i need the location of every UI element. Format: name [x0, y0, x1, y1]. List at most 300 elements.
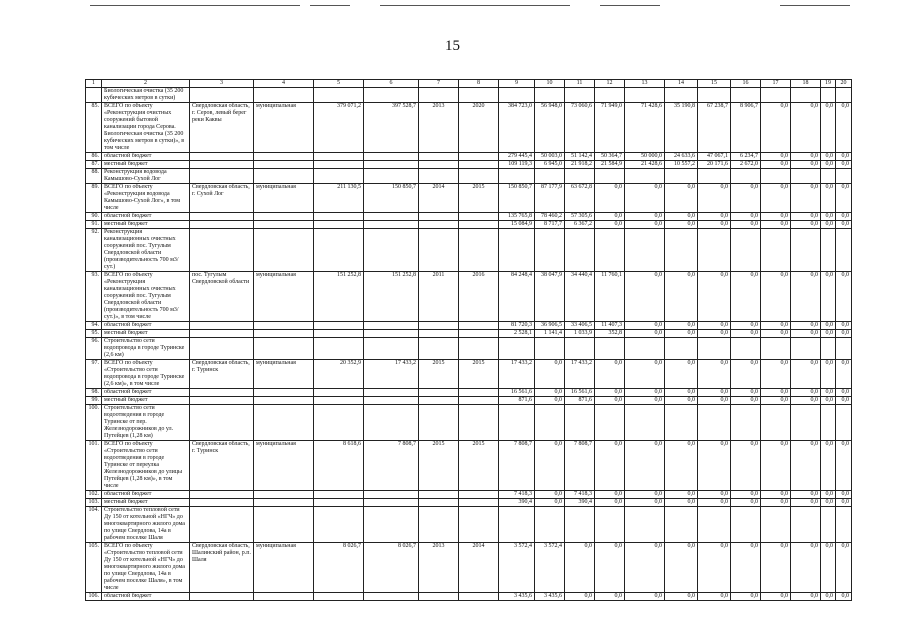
table-cell-col-2: Строительство сети водоотведения в городе Туринске от пер. Железнодорожников до ул. Путейцев (1,28 км): [102, 405, 190, 441]
table-cell-col-16: [731, 338, 761, 360]
table-cell-col-15: 0,0: [698, 543, 731, 593]
table-cell-col-5: [314, 330, 364, 338]
table-cell-col-16: 0,0: [731, 213, 761, 221]
table-cell-col-17: 0,0: [761, 322, 791, 330]
table-cell-col-3: Свердловская область, г. Сухой Лог: [190, 184, 254, 213]
table-cell-col-7: [419, 330, 459, 338]
table-cell-col-9: 16 561,6: [499, 389, 535, 397]
table-cell-col-14: [665, 405, 698, 441]
table-cell-col-17: [761, 405, 791, 441]
table-cell-col-10: 56 948,0: [535, 103, 565, 153]
table-cell-col-4: [254, 330, 314, 338]
table-cell-col-19: [821, 405, 836, 441]
table-cell-col-4: [254, 593, 314, 601]
table-cell-col-11: 21 918,2: [565, 161, 595, 169]
table-cell-col-13: [625, 229, 665, 272]
column-number-13: 13: [625, 80, 665, 88]
table-cell-col-2: областной бюджет: [102, 322, 190, 330]
table-cell-col-20: 0,0: [836, 272, 852, 322]
table-cell-col-10: 0,0: [535, 389, 565, 397]
column-number-16: 16: [731, 80, 761, 88]
table-cell-col-15: 0,0: [698, 360, 731, 389]
table-cell-col-19: 0,0: [821, 153, 836, 161]
table-cell-col-16: 0,0: [731, 272, 761, 322]
table-cell-col-2: областной бюджет: [102, 213, 190, 221]
table-cell-col-17: 0,0: [761, 441, 791, 491]
table-cell-col-14: 0,0: [665, 499, 698, 507]
table-cell-col-19: 0,0: [821, 389, 836, 397]
table-cell-col-5: [314, 88, 364, 103]
table-cell-col-20: 0,0: [836, 543, 852, 593]
table-cell-col-15: 0,0: [698, 389, 731, 397]
table-cell-col-6: [364, 338, 419, 360]
table-cell-col-19: 0,0: [821, 322, 836, 330]
table-cell-col-7: 2015: [419, 360, 459, 389]
table-cell-col-12: 0,0: [595, 491, 625, 499]
table-cell-col-19: 0,0: [821, 593, 836, 601]
table-cell-col-5: [314, 397, 364, 405]
table-cell-col-1: 99.: [86, 397, 102, 405]
table-cell-col-17: [761, 507, 791, 543]
table-cell-col-15: [698, 229, 731, 272]
table-cell-col-20: [836, 405, 852, 441]
table-cell-col-15: 0,0: [698, 322, 731, 330]
table-cell-col-3: [190, 507, 254, 543]
table-cell-col-7: 2015: [419, 441, 459, 491]
table-cell-col-15: 47 067,1: [698, 153, 731, 161]
table-cell-col-2: ВСЕГО по объекту «Реконструкция водовода Камышово-Сухой Лог», в том числе: [102, 184, 190, 213]
table-row: [86, 507, 852, 543]
column-number-11: 11: [565, 80, 595, 88]
table-cell-col-18: 0,0: [791, 322, 821, 330]
table-row: [86, 543, 852, 593]
table-cell-col-19: 0,0: [821, 360, 836, 389]
table-cell-col-16: 0,0: [731, 499, 761, 507]
header-rule-mid: [310, 5, 350, 6]
table-cell-col-18: 0,0: [791, 360, 821, 389]
table-cell-col-10: [535, 507, 565, 543]
table-cell-col-15: 0,0: [698, 221, 731, 229]
column-number-6: 6: [364, 80, 419, 88]
table-cell-col-19: 0,0: [821, 184, 836, 213]
table-cell-col-18: 0,0: [791, 593, 821, 601]
table-cell-col-6: 150 850,7: [364, 184, 419, 213]
table-cell-col-8: [459, 397, 499, 405]
table-cell-col-18: 0,0: [791, 499, 821, 507]
column-number-8: 8: [459, 80, 499, 88]
table-cell-col-5: 8 618,6: [314, 441, 364, 491]
table-cell-col-17: 0,0: [761, 330, 791, 338]
table-cell-col-16: 8 906,7: [731, 103, 761, 153]
table-cell-col-4: [254, 213, 314, 221]
table-cell-col-9: [499, 338, 535, 360]
table-cell-col-2: ВСЕГО по объекту «Реконструкция канализационных очистных сооружений пос. Тугулым Свердловской области (производительность 700 м3/сут.)», в том числе: [102, 272, 190, 322]
table-cell-col-16: 0,0: [731, 441, 761, 491]
table-cell-col-10: 6 945,0: [535, 161, 565, 169]
table-cell-col-8: [459, 88, 499, 103]
table-cell-col-13: 0,0: [625, 322, 665, 330]
table-cell-col-6: [364, 169, 419, 184]
table-cell-col-7: 2013: [419, 543, 459, 593]
table-cell-col-4: [254, 153, 314, 161]
table-cell-col-19: 0,0: [821, 491, 836, 499]
table-cell-col-1: 91.: [86, 221, 102, 229]
table-cell-col-3: [190, 213, 254, 221]
table-cell-col-19: 0,0: [821, 221, 836, 229]
table-cell-col-1: 92.: [86, 229, 102, 272]
table-cell-col-10: 87 177,9: [535, 184, 565, 213]
table-cell-col-6: 8 026,7: [364, 543, 419, 593]
table-cell-col-18: 0,0: [791, 221, 821, 229]
table-cell-col-8: [459, 322, 499, 330]
table-row: [86, 389, 852, 397]
table-row: [86, 338, 852, 360]
table-cell-col-1: 106.: [86, 593, 102, 601]
table-cell-col-14: 24 633,6: [665, 153, 698, 161]
column-number-7: 7: [419, 80, 459, 88]
table-cell-col-2: Реконструкция водовода Камышово-Сухой Лог: [102, 169, 190, 184]
table-cell-col-16: [731, 507, 761, 543]
table-cell-col-3: [190, 397, 254, 405]
table-cell-col-17: 0,0: [761, 213, 791, 221]
table-row: [86, 491, 852, 499]
table-cell-col-4: [254, 88, 314, 103]
table-cell-col-9: [499, 229, 535, 272]
table-cell-col-14: 0,0: [665, 491, 698, 499]
table-cell-col-9: 2 528,1: [499, 330, 535, 338]
table-cell-col-18: [791, 338, 821, 360]
table-cell-col-7: [419, 389, 459, 397]
table-cell-col-20: [836, 88, 852, 103]
table-cell-col-14: 35 190,8: [665, 103, 698, 153]
table-cell-col-12: 352,8: [595, 330, 625, 338]
table-row: [86, 221, 852, 229]
table-cell-col-3: [190, 322, 254, 330]
table-cell-col-7: [419, 213, 459, 221]
table-cell-col-20: [836, 507, 852, 543]
table-cell-col-8: [459, 221, 499, 229]
table-cell-col-11: 0,0: [565, 543, 595, 593]
table-cell-col-8: 2014: [459, 543, 499, 593]
table-cell-col-19: [821, 169, 836, 184]
table-cell-col-2: Строительство тепловой сети Ду 150 от котельной «НГЧ» до многоквартирного жилого дома по улице Свердлова, 14а в рабочем поселке Шаля: [102, 507, 190, 543]
table-cell-col-1: 88.: [86, 169, 102, 184]
table-cell-col-6: 17 433,2: [364, 360, 419, 389]
table-row: [86, 161, 852, 169]
table-cell-col-6: 397 528,7: [364, 103, 419, 153]
table-cell-col-12: [595, 229, 625, 272]
table-cell-col-7: [419, 507, 459, 543]
table-cell-col-14: 0,0: [665, 397, 698, 405]
table-cell-col-10: 1 141,4: [535, 330, 565, 338]
table-cell-col-17: 0,0: [761, 184, 791, 213]
table-cell-col-13: [625, 338, 665, 360]
table-cell-col-18: 0,0: [791, 389, 821, 397]
table-cell-col-7: [419, 221, 459, 229]
table-cell-col-19: 0,0: [821, 441, 836, 491]
header-rule-far-right: [780, 5, 850, 6]
table-cell-col-10: [535, 338, 565, 360]
table-cell-col-9: 109 119,3: [499, 161, 535, 169]
table-cell-col-17: 0,0: [761, 397, 791, 405]
table-cell-col-13: 0,0: [625, 221, 665, 229]
table-cell-col-9: 384 723,0: [499, 103, 535, 153]
table-cell-col-8: [459, 153, 499, 161]
table-cell-col-10: 3 435,6: [535, 593, 565, 601]
table-cell-col-8: 2015: [459, 184, 499, 213]
table-cell-col-13: 71 428,6: [625, 103, 665, 153]
column-number-12: 12: [595, 80, 625, 88]
table-cell-col-8: [459, 338, 499, 360]
table-cell-col-9: [499, 405, 535, 441]
table-cell-col-13: 0,0: [625, 360, 665, 389]
table-cell-col-7: [419, 491, 459, 499]
table-cell-col-8: [459, 405, 499, 441]
table-cell-col-1: 102.: [86, 491, 102, 499]
table-cell-col-6: [364, 507, 419, 543]
table-cell-col-15: 0,0: [698, 491, 731, 499]
table-cell-col-4: [254, 507, 314, 543]
table-row: [86, 153, 852, 161]
table-cell-col-17: [761, 169, 791, 184]
table-cell-col-11: 57 305,6: [565, 213, 595, 221]
table-cell-col-2: Биологическая очистка (35 200 кубических метров в сутки): [102, 88, 190, 103]
table-cell-col-7: [419, 338, 459, 360]
table-cell-col-4: [254, 491, 314, 499]
table-cell-col-11: 871,6: [565, 397, 595, 405]
table-cell-col-15: [698, 88, 731, 103]
table-cell-col-11: 7 808,7: [565, 441, 595, 491]
table-cell-col-18: 0,0: [791, 397, 821, 405]
table-cell-col-10: [535, 229, 565, 272]
table-cell-col-11: 1 033,9: [565, 330, 595, 338]
table-cell-col-9: 3 572,4: [499, 543, 535, 593]
table-cell-col-2: областной бюджет: [102, 153, 190, 161]
table-cell-col-9: 150 850,7: [499, 184, 535, 213]
table-cell-col-4: [254, 389, 314, 397]
table-cell-col-1: 85.: [86, 103, 102, 153]
table-cell-col-20: 0,0: [836, 103, 852, 153]
table-cell-col-3: пос. Тугулым Свердловской области: [190, 272, 254, 322]
table-cell-col-16: 0,0: [731, 330, 761, 338]
table-cell-col-18: [791, 507, 821, 543]
table-cell-col-20: 0,0: [836, 322, 852, 330]
table-cell-col-20: 0,0: [836, 441, 852, 491]
table-cell-col-4: [254, 161, 314, 169]
table-cell-col-18: 0,0: [791, 491, 821, 499]
table-cell-col-5: [314, 593, 364, 601]
table-cell-col-15: 0,0: [698, 213, 731, 221]
table-cell-col-18: 0,0: [791, 272, 821, 322]
column-number-19: 19: [821, 80, 836, 88]
table-cell-col-19: 0,0: [821, 161, 836, 169]
table-cell-col-3: [190, 405, 254, 441]
table-cell-col-6: [364, 221, 419, 229]
table-cell-col-3: Свердловская область, Шалинский район, р.п. Шаля: [190, 543, 254, 593]
table-cell-col-1: 104.: [86, 507, 102, 543]
table-cell-col-6: [364, 322, 419, 330]
table-cell-col-11: 390,4: [565, 499, 595, 507]
table-cell-col-8: [459, 491, 499, 499]
table-cell-col-9: 15 084,9: [499, 221, 535, 229]
table-cell-col-13: 0,0: [625, 213, 665, 221]
table-cell-col-11: 7 418,3: [565, 491, 595, 499]
table-row: [86, 103, 852, 153]
table-cell-col-6: [364, 330, 419, 338]
table-cell-col-17: 0,0: [761, 543, 791, 593]
table-cell-col-15: 0,0: [698, 499, 731, 507]
table-cell-col-9: 871,6: [499, 397, 535, 405]
table-cell-col-20: 0,0: [836, 491, 852, 499]
table-cell-col-12: 50 364,7: [595, 153, 625, 161]
table-cell-col-14: 0,0: [665, 221, 698, 229]
table-cell-col-9: 7 418,3: [499, 491, 535, 499]
table-cell-col-14: 0,0: [665, 330, 698, 338]
table-cell-col-12: 0,0: [595, 397, 625, 405]
table-cell-col-2: ВСЕГО по объекту «Строительство тепловой сети Ду 150 от котельной «НГЧ» до многоквартирного жилого дома по улице Свердлова, 14а в рабочем поселке Шаля», в том числе: [102, 543, 190, 593]
table-cell-col-4: муниципальная: [254, 184, 314, 213]
table-cell-col-2: местный бюджет: [102, 499, 190, 507]
table-cell-col-8: [459, 161, 499, 169]
table-cell-col-14: [665, 169, 698, 184]
table-cell-col-16: 0,0: [731, 397, 761, 405]
table-cell-col-15: [698, 507, 731, 543]
column-number-15: 15: [698, 80, 731, 88]
table-cell-col-5: 20 352,9: [314, 360, 364, 389]
table-cell-col-5: [314, 389, 364, 397]
table-cell-col-18: 0,0: [791, 161, 821, 169]
table-cell-col-6: [364, 88, 419, 103]
table-cell-col-8: [459, 499, 499, 507]
table-cell-col-1: 94.: [86, 322, 102, 330]
table-cell-col-1: 90.: [86, 213, 102, 221]
table-cell-col-17: 0,0: [761, 103, 791, 153]
table-cell-col-5: 379 071,2: [314, 103, 364, 153]
table-cell-col-10: 0,0: [535, 441, 565, 491]
table-cell-col-11: 17 433,2: [565, 360, 595, 389]
table-cell-col-11: 73 060,6: [565, 103, 595, 153]
table-cell-col-4: муниципальная: [254, 360, 314, 389]
table-cell-col-20: 0,0: [836, 389, 852, 397]
table-cell-col-18: [791, 169, 821, 184]
table-cell-col-7: 2014: [419, 184, 459, 213]
table-cell-col-4: [254, 221, 314, 229]
table-cell-col-7: [419, 161, 459, 169]
table-cell-col-15: [698, 169, 731, 184]
table-cell-col-19: 0,0: [821, 499, 836, 507]
table-cell-col-13: 0,0: [625, 543, 665, 593]
table-cell-col-11: [565, 405, 595, 441]
table-cell-col-8: 2020: [459, 103, 499, 153]
table-row: [86, 405, 852, 441]
column-number-4: 4: [254, 80, 314, 88]
table-cell-col-4: [254, 499, 314, 507]
table-cell-col-7: [419, 499, 459, 507]
table-cell-col-11: 34 440,4: [565, 272, 595, 322]
table-cell-col-4: [254, 397, 314, 405]
table-cell-col-14: 0,0: [665, 593, 698, 601]
table-cell-col-13: 0,0: [625, 491, 665, 499]
table-cell-col-15: 0,0: [698, 441, 731, 491]
table-cell-col-11: 63 672,8: [565, 184, 595, 213]
table-cell-col-7: 2013: [419, 103, 459, 153]
table-cell-col-12: 11 760,1: [595, 272, 625, 322]
table-cell-col-1: 95.: [86, 330, 102, 338]
table-cell-col-3: [190, 593, 254, 601]
table-cell-col-16: 0,0: [731, 360, 761, 389]
table-cell-col-5: [314, 322, 364, 330]
table-cell-col-5: [314, 499, 364, 507]
table-cell-col-2: местный бюджет: [102, 161, 190, 169]
table-cell-col-7: [419, 593, 459, 601]
table-cell-col-1: [86, 88, 102, 103]
table-cell-col-2: ВСЕГО по объекту «Строительство сети водопровода в городе Туринске (2,6 км)», в том числе: [102, 360, 190, 389]
table-row: [86, 441, 852, 491]
table-cell-col-8: [459, 389, 499, 397]
table-cell-col-13: 21 428,6: [625, 161, 665, 169]
table-cell-col-20: 0,0: [836, 499, 852, 507]
table-cell-col-11: [565, 338, 595, 360]
table-cell-col-12: 0,0: [595, 221, 625, 229]
table-cell-col-13: 0,0: [625, 330, 665, 338]
column-number-5: 5: [314, 80, 364, 88]
table-cell-col-11: [565, 88, 595, 103]
table-cell-col-14: 0,0: [665, 322, 698, 330]
table-cell-col-2: ВСЕГО по объекту «Реконструкция очистных сооружений бытовой канализации города Серова. Биологическая очистка (35 200 кубических метров в сутки)», в том числе: [102, 103, 190, 153]
table-cell-col-11: 16 561,6: [565, 389, 595, 397]
table-cell-col-17: 0,0: [761, 389, 791, 397]
table-cell-col-18: 0,0: [791, 184, 821, 213]
table-cell-col-1: 101.: [86, 441, 102, 491]
table-cell-col-3: [190, 338, 254, 360]
table-cell-col-19: [821, 88, 836, 103]
table-cell-col-11: [565, 229, 595, 272]
table-cell-col-4: муниципальная: [254, 103, 314, 153]
table-cell-col-13: 0,0: [625, 441, 665, 491]
table-cell-col-2: областной бюджет: [102, 491, 190, 499]
table-cell-col-16: 0,0: [731, 593, 761, 601]
table-cell-col-17: 0,0: [761, 161, 791, 169]
table-cell-col-10: 50 003,0: [535, 153, 565, 161]
table-cell-col-7: 2011: [419, 272, 459, 322]
table-cell-col-17: [761, 338, 791, 360]
table-cell-col-5: [314, 491, 364, 499]
table-cell-col-5: [314, 161, 364, 169]
table-cell-col-9: 3 435,6: [499, 593, 535, 601]
table-cell-col-3: [190, 88, 254, 103]
table-cell-col-8: [459, 507, 499, 543]
table-row: [86, 272, 852, 322]
table-cell-col-16: 6 234,7: [731, 153, 761, 161]
table-cell-col-7: [419, 153, 459, 161]
table-cell-col-2: Строительство сети водопровода в городе Туринске (2,6 км): [102, 338, 190, 360]
table-cell-col-10: [535, 88, 565, 103]
column-number-9: 9: [499, 80, 535, 88]
table-cell-col-19: 0,0: [821, 543, 836, 593]
table-cell-col-19: 0,0: [821, 272, 836, 322]
table-cell-col-12: [595, 405, 625, 441]
table-cell-col-12: 0,0: [595, 360, 625, 389]
table-cell-col-3: [190, 389, 254, 397]
table-cell-col-6: [364, 593, 419, 601]
table-cell-col-6: [364, 397, 419, 405]
table-cell-col-14: [665, 229, 698, 272]
table-cell-col-4: [254, 405, 314, 441]
table-cell-col-12: 0,0: [595, 441, 625, 491]
table-cell-col-17: 0,0: [761, 360, 791, 389]
table-cell-col-1: 100.: [86, 405, 102, 441]
table-cell-col-7: [419, 397, 459, 405]
